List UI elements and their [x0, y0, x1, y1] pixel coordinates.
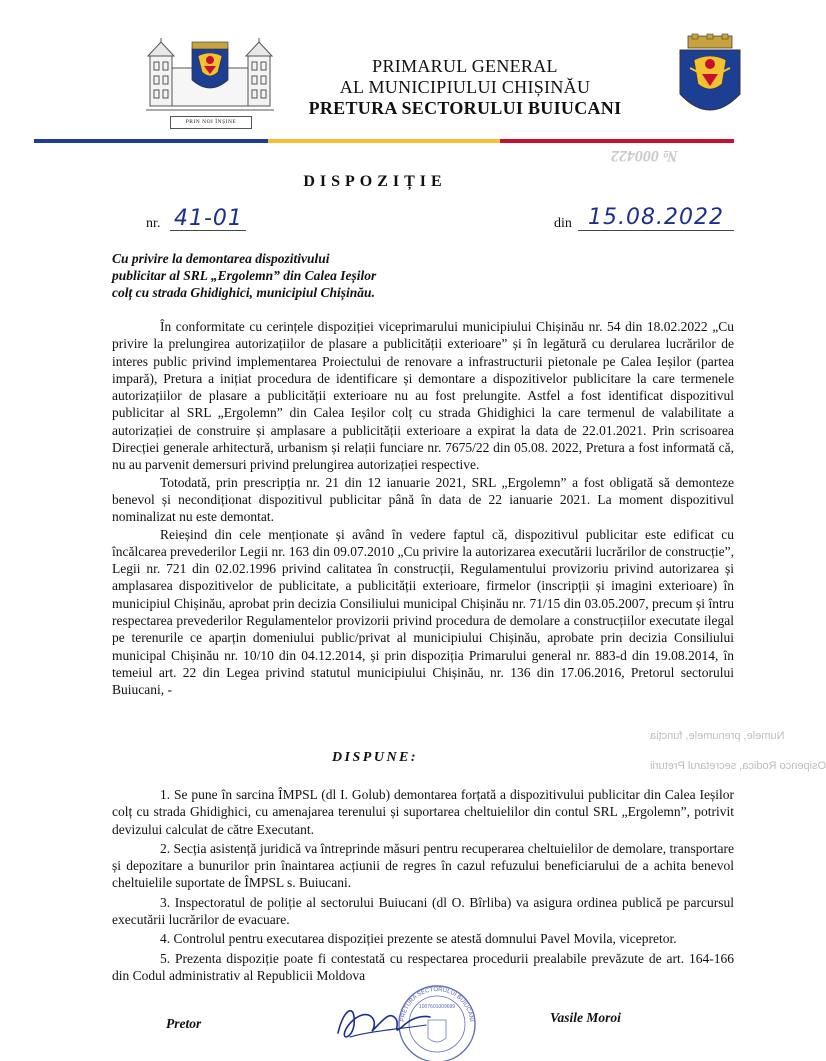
dispune-item: 2. Secția asistență juridică va întreprinde măsuri pentru recuperarea cheltuielilor de demolare, transportare și depozitare a bunurilor prin înaintarea acțiunii de regres în cazul refuzului beneficiarului de a achita benevol cheltuielile suportate de ÎMPSL s. Buiucani. [112, 840, 734, 891]
number-label: nr. [146, 216, 161, 231]
subject-line: colț cu strada Ghidighici, municipiul Chișinău. [112, 285, 375, 300]
body-paragraph: Totodată, prin prescripția nr. 21 din 12 ianuarie 2021, SRL „Ergolemn” a fost obligată să demonteze benevol și necondiționat dispozitivul publicitar până în data de 22 ianuarie 2021. La moment dispozitivul nominalizat nu este demontat. [112, 474, 734, 525]
header-line-2: AL MUNICIPIULUI CHIȘINĂU [339, 77, 591, 97]
dispune-item: 1. Se pune în sarcina ÎMPSL (dl I. Golub) demontarea forțată a dispozitivului publicitar din Calea Ieșilor colț cu strada Ghidighici, cu amenajarea terenului și suportarea cheltuielilor din contul SRL „Ergolemn”, potrivit devizului calculat de către Executant. [112, 787, 734, 837]
document-title: DISPOZIȚIE [303, 173, 447, 190]
document-body [112, 318, 734, 699]
signer-title: Pretor [166, 1016, 202, 1031]
body-paragraph: Reieșind din cele menționate și având în vedere faptul că, dispozitivul publicitar este edificat cu încălcarea prevederilor Legii nr. 163 din 09.07.2010 „Cu privire la autorizarea executării lucrărilor de construcție”, Legii nr. 721 din 02.02.1996 privind calitatea în construcții, Regulamentului provizoriu privind autorizarea și amplasarea dispozitivelor de publicitate, a publicității exterioare, firmelor (inscripții și imagini exterioare) în municipiul Chișinău, aprobat prin decizia Consiliului municipal Chișinău nr. 71/15 din 03.05.2007, precum și întru respectarea prevederilor Regulamentelor provizorii privind procedura de demolare a construcțiilor executate ilegal pe terenurile ce aparțin domeniului public/privat al municipiului Chișinău, aprobate prin decizia Consiliului municipal Chișinău nr. 10/10 din 04.12.2014, și prin dispoziția Primarului general nr. 883-d din 19.08.2014, în temeiul art. 22 din Legea privind statutul municipiului Chișinău, nr. 136 din 17.06.2016, Pretorul sectorului Buiucani, - [112, 526, 734, 698]
emblem-motto-band: PRIN NOI ÎNȘINE [170, 116, 252, 129]
header-line-3: PRETURA SECTORULUI BUIUCANI [308, 98, 622, 118]
stamp-text: PRETURA SECTORULUI BUIUCANI [400, 986, 474, 1023]
tricolor-red [500, 139, 734, 143]
chisinau-coat-of-arms-icon [676, 34, 744, 126]
dispune-items [112, 786, 734, 984]
tricolor-yellow [268, 139, 500, 143]
dispune-item: 4. Controlul pentru executarea dispoziției prezente se atestă domnului Pavel Movila, vicepretor. [160, 931, 677, 947]
date-label: din [554, 216, 572, 231]
handwritten-signature-icon [330, 995, 440, 1045]
dispune-item: 3. Inspectoratul de poliție al sectorului Buiucani (dl O. Bîrliba) va asigura ordinea publică pe parcursul executării lucrărilor de evacuare. [112, 894, 734, 928]
body-paragraph: În conformitate cu cerințele dispoziției viceprimarului municipiului Chișinău nr. 54 din 18.02.2022 „Cu privire la prelungirea autorizațiilor de plasare a publicității exterioare” și în legătură cu derularea lucrărilor de interes public privind implementarea Proiectului de renovare a infrastructurii pietonale pe Calea Ieșilor (partea impară), Pretura a inițiat procedura de identificare și demontare a dispozitivelor publicitare la care termenele autorizațiilor de plasare a publicității exterioare nu au fost prelungite. Astfel a fost identificat dispozitivul publicitar al SRL „Ergolemn” din Calea Ieșilor colț cu strada Ghidighici la care termenul de valabilitate a autorizației de construire și amplasare a publicității exterioare a expirat la data de 22.01.2021. Prin scrisoarea Direcției generale arhitectură, urbanism și relații funciare nr. 7675/22 din 05.08. 2022, Pretura a fost informată că, nu au parvenit demersuri privind prelungirea autorizației respective. [112, 319, 734, 473]
document-number: 41-01 [174, 206, 243, 231]
bleed-through-text: Osipenco Rodica, secretarul Preturii [650, 760, 826, 772]
dispune-item: 5. Prezenta dispoziție poate fi contestată cu respectarea procedurii prealabile prevăzute de art. 164-166 din Codul administrativ al Republicii Moldova [112, 950, 734, 983]
subject-line: publicitar al SRL „Ergolemn” din Calea Ieșilor [112, 268, 377, 283]
stamp-code: 1007601009699 [418, 1004, 456, 1010]
subject-line: Cu privire la demontarea dispozitivului [112, 251, 330, 266]
bleed-through-text: Numele, prenumele, funcția [650, 730, 785, 742]
stamp-number-bleed: № 000422 [611, 147, 678, 164]
tricolor-line [34, 139, 734, 143]
document-date: 15.08.2022 [588, 205, 724, 230]
chisinau-building-emblem-icon [146, 38, 274, 122]
signer-name: Vasile Moroi [550, 1010, 621, 1025]
header-line-1: PRIMARUL GENERAL [372, 56, 558, 76]
date-underline [578, 230, 734, 231]
document-subject [112, 250, 452, 301]
tricolor-blue [34, 139, 268, 143]
dispune-heading: DISPUNE: [331, 750, 419, 765]
